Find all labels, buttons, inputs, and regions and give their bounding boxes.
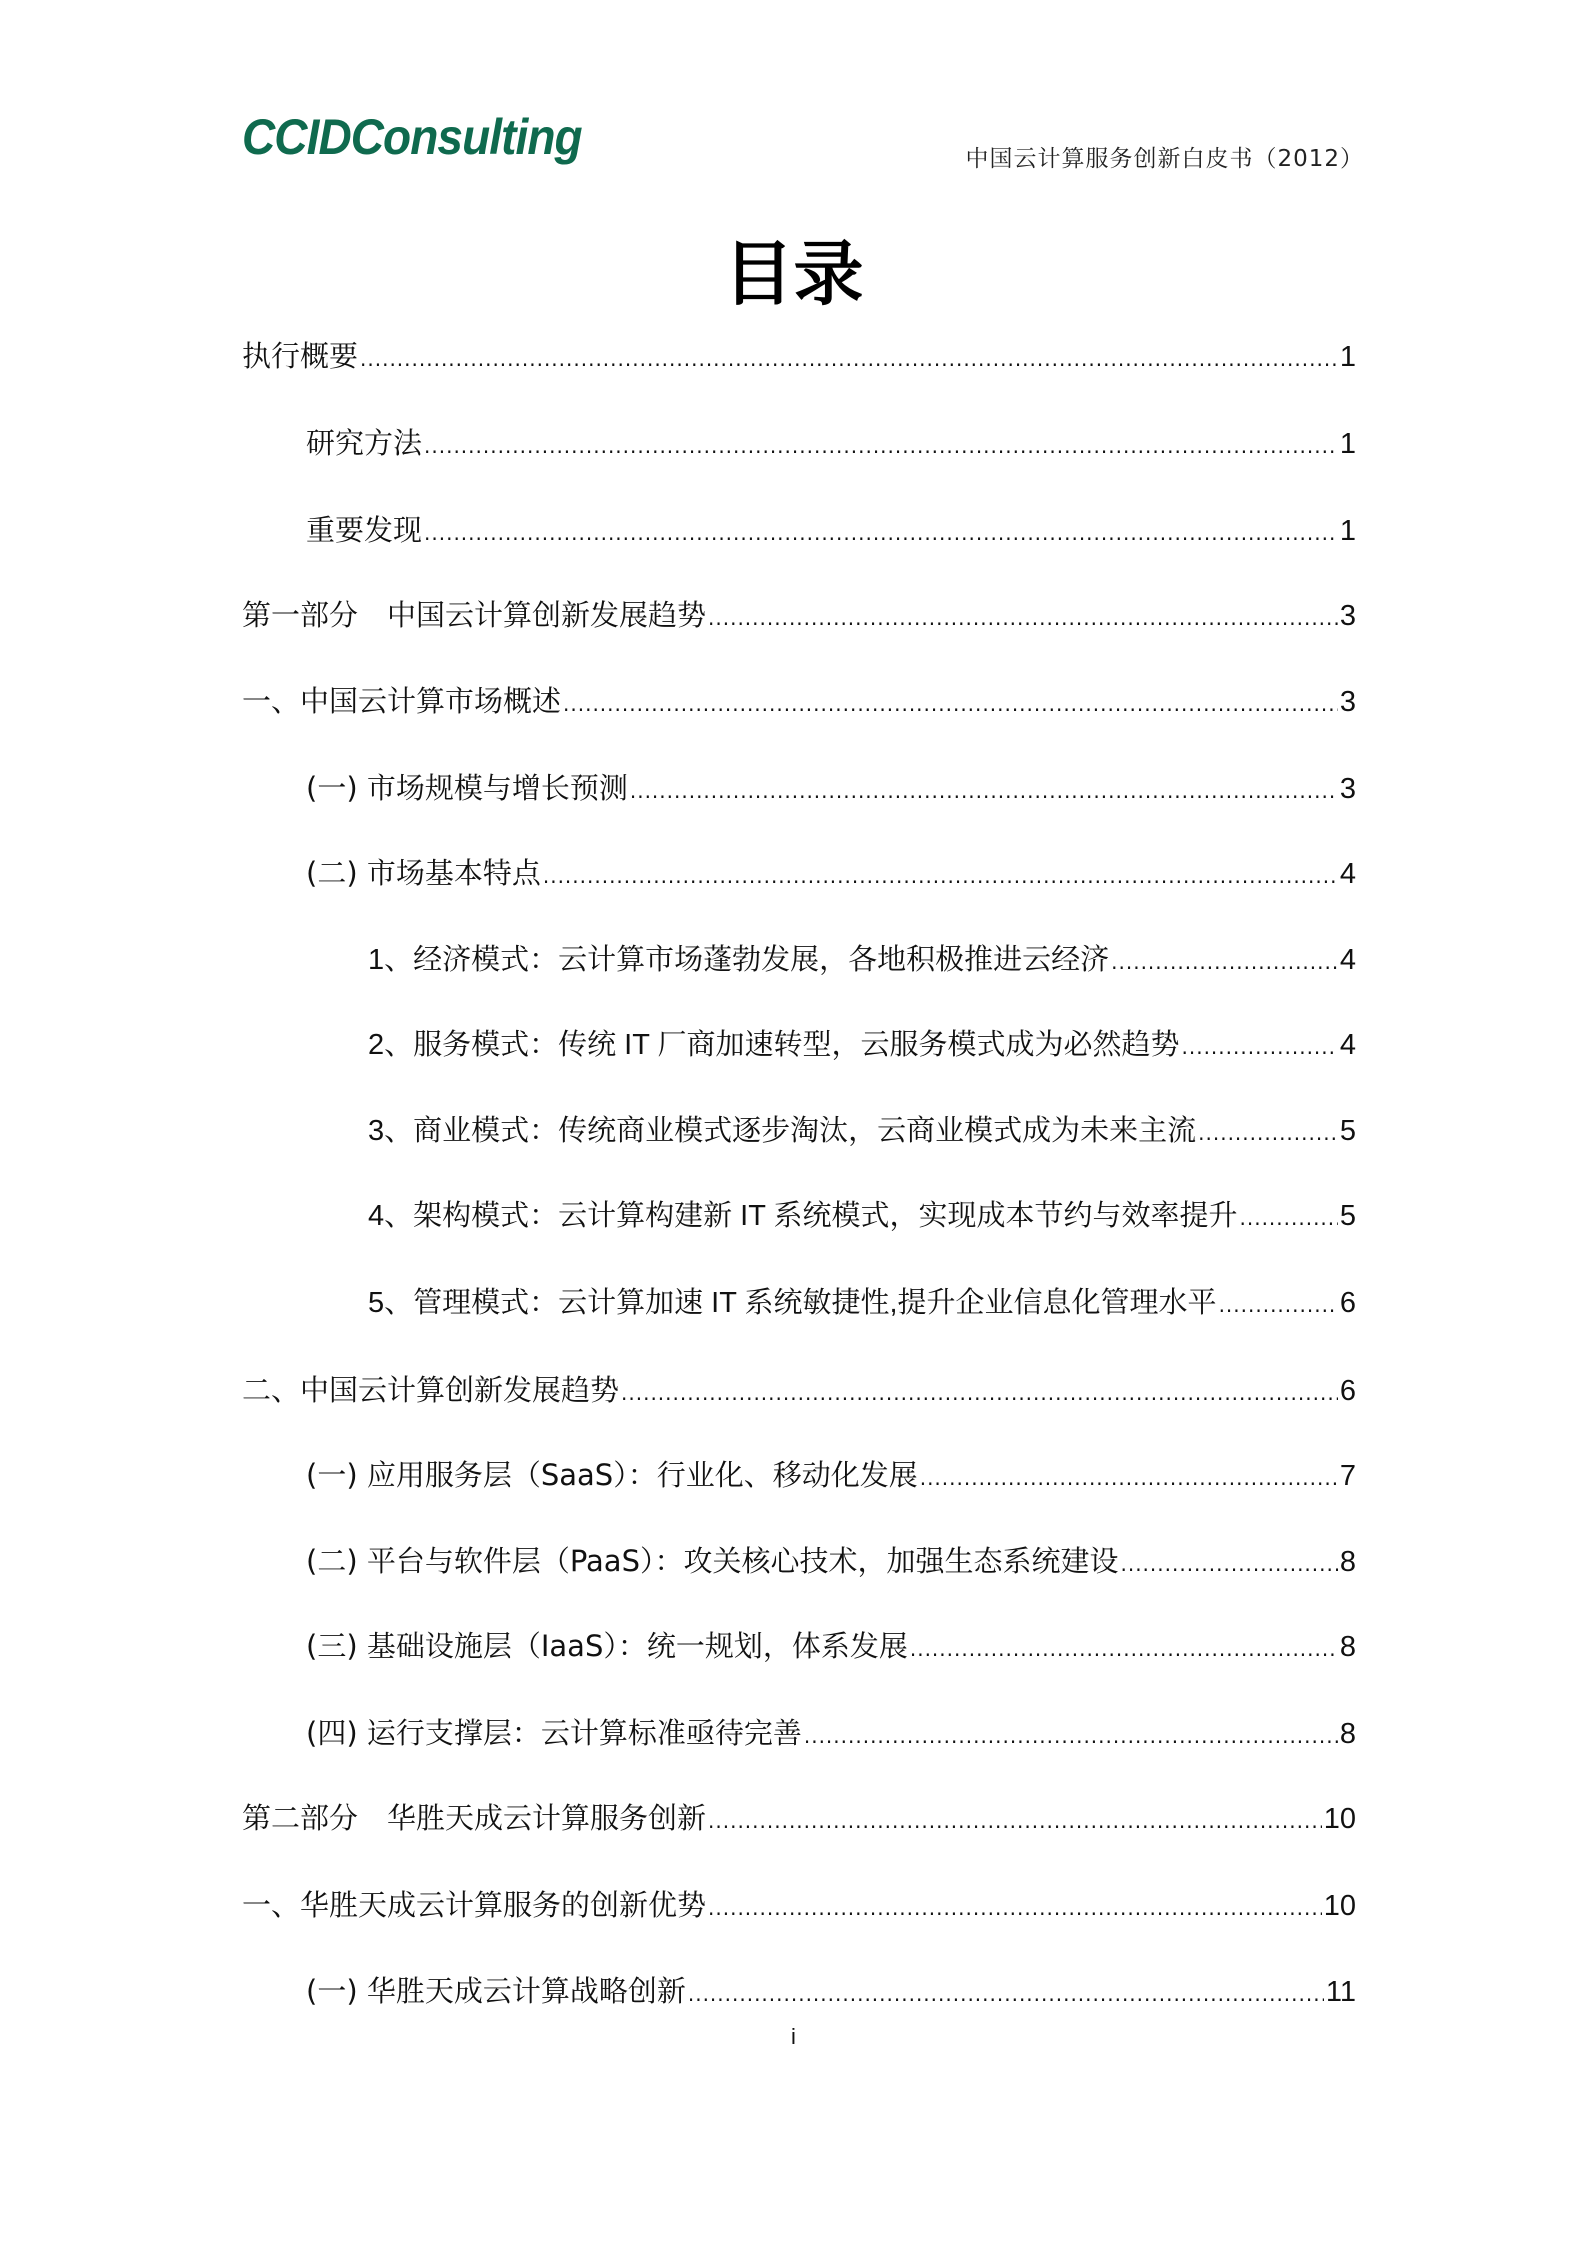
- toc-entry-page-number: 3: [1339, 773, 1356, 805]
- dot-leader: [1240, 1198, 1338, 1238]
- toc-entry-label: 执行概要: [242, 339, 359, 373]
- toc-entry[interactable]: [242, 1971, 1356, 2014]
- toc-entry[interactable]: [242, 1885, 1356, 1928]
- dot-leader: [708, 1888, 1322, 1928]
- toc-entry-page-number: 8: [1339, 1718, 1356, 1750]
- toc-entry-label: (一) 应用服务层（SaaS）：行业化、移动化发展: [306, 1458, 918, 1492]
- toc-entry-label: 一、华胜天成云计算服务的创新优势: [242, 1888, 707, 1922]
- toc-entry[interactable]: [242, 1713, 1356, 1756]
- toc-entry-label: 第一部分 中国云计算创新发展趋势: [242, 598, 707, 632]
- dot-leader: [708, 598, 1338, 638]
- toc-entry-label: (四) 运行支撑层：云计算标准亟待完善: [306, 1716, 802, 1750]
- toc-entry-label: 1、经济模式：云计算市场蓬勃发展，各地积极推进云经济: [368, 944, 1110, 976]
- toc-entry-label: 第二部分 华胜天成云计算服务创新: [242, 1801, 707, 1835]
- toc-entry-label: (一) 市场规模与增长预测: [306, 771, 628, 805]
- dot-leader: [1198, 1113, 1338, 1153]
- toc-entry-page-number: 3: [1339, 686, 1356, 718]
- toc-entry-page-number: 11: [1325, 1976, 1356, 2008]
- dot-leader: [424, 426, 1338, 466]
- toc-entry-page-number: 8: [1339, 1631, 1356, 1663]
- toc-entry-label: 一、中国云计算市场概述: [242, 684, 562, 718]
- toc-entry[interactable]: [242, 1025, 1356, 1067]
- dot-leader: [563, 684, 1338, 724]
- dot-leader: [708, 1801, 1322, 1841]
- toc-entry[interactable]: [242, 681, 1356, 724]
- toc-entry-page-number: 6: [1339, 1287, 1356, 1319]
- toc-entry[interactable]: [242, 1798, 1356, 1841]
- toc-entry-page-number: 3: [1339, 600, 1356, 632]
- toc-entry-page-number: 1: [1339, 428, 1356, 460]
- page-number: i: [791, 2024, 796, 2049]
- dot-leader: [1111, 942, 1338, 982]
- toc-entry[interactable]: [242, 510, 1356, 553]
- toc-entry[interactable]: [242, 1370, 1356, 1413]
- toc-entry-label: (三) 基础设施层（IaaS）：统一规划，体系发展: [306, 1629, 908, 1663]
- ccid-consulting-logo: CCIDConsulting: [242, 109, 582, 165]
- dot-leader: [920, 1458, 1338, 1498]
- toc-entry[interactable]: [242, 1111, 1356, 1153]
- toc-entry-page-number: 4: [1339, 944, 1356, 976]
- toc-entry-page-number: 4: [1339, 1029, 1356, 1061]
- toc-entry-label: (二) 市场基本特点: [306, 856, 541, 890]
- toc-entry[interactable]: [242, 1196, 1356, 1238]
- toc-entry-page-number: 1: [1339, 341, 1356, 373]
- toc-entry-label: (一) 华胜天成云计算战略创新: [306, 1974, 686, 2008]
- toc-entry-label: 重要发现: [306, 513, 423, 547]
- dot-leader: [630, 771, 1338, 811]
- toc-entry-label: (二) 平台与软件层（PaaS）：攻关核心技术，加强生态系统建设: [306, 1544, 1119, 1578]
- toc-entry-page-number: 1: [1339, 515, 1356, 547]
- dot-leader: [424, 513, 1338, 553]
- dot-leader: [543, 856, 1338, 896]
- toc-entry-label: 二、中国云计算创新发展趋势: [242, 1373, 620, 1407]
- toc-entry[interactable]: [242, 423, 1356, 466]
- toc-entry[interactable]: [242, 1541, 1356, 1584]
- toc-entry-label: 5、管理模式：云计算加速 IT 系统敏捷性,提升企业信息化管理水平: [368, 1287, 1217, 1319]
- toc-entry-page-number: 10: [1323, 1890, 1356, 1922]
- toc-entry-label: 3、商业模式：传统商业模式逐步淘汰，云商业模式成为未来主流: [368, 1115, 1197, 1147]
- dot-leader: [1219, 1285, 1338, 1325]
- toc-entry[interactable]: [242, 1626, 1356, 1669]
- toc-entry-page-number: 6: [1339, 1375, 1356, 1407]
- dot-leader: [1120, 1544, 1337, 1584]
- dot-leader: [360, 339, 1338, 379]
- toc-entry[interactable]: [242, 940, 1356, 982]
- toc-entry-page-number: 4: [1339, 858, 1356, 890]
- toc-entry[interactable]: [242, 595, 1356, 638]
- toc-entry-page-number: 10: [1323, 1803, 1356, 1835]
- dot-leader: [621, 1373, 1338, 1413]
- dot-leader: [1182, 1027, 1338, 1067]
- toc-entry[interactable]: [242, 853, 1356, 896]
- toc-entry[interactable]: [242, 336, 1356, 379]
- toc-entry-page-number: 8: [1339, 1546, 1356, 1578]
- toc-entry[interactable]: [242, 1455, 1356, 1498]
- toc-entry[interactable]: [242, 768, 1356, 811]
- toc-entry[interactable]: [242, 1283, 1356, 1325]
- toc-heading: 目录: [723, 232, 864, 315]
- toc-entry-page-number: 7: [1339, 1460, 1356, 1492]
- dot-leader: [804, 1716, 1338, 1756]
- document-running-title: 中国云计算服务创新白皮书（2012）: [965, 146, 1364, 172]
- dot-leader: [910, 1629, 1338, 1669]
- toc-entry-label: 2、服务模式：传统 IT 厂商加速转型，云服务模式成为必然趋势: [368, 1029, 1180, 1061]
- toc-entry-label: 研究方法: [306, 426, 423, 460]
- dot-leader: [688, 1974, 1324, 2014]
- toc-entry-page-number: 5: [1339, 1115, 1356, 1147]
- toc-entry-label: 4、架构模式：云计算构建新 IT 系统模式，实现成本节约与效率提升: [368, 1200, 1238, 1232]
- toc-entry-page-number: 5: [1339, 1200, 1356, 1232]
